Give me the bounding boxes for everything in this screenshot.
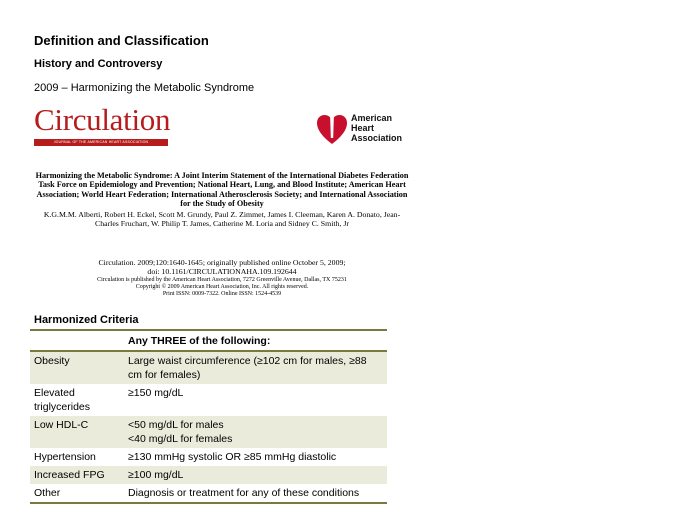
- criteria-table: [30, 329, 387, 504]
- citation-doi: doi: 10.1161/CIRCULATIONAHA.109.192644: [147, 267, 297, 277]
- table-header-row: [30, 330, 387, 351]
- criterion-name: Increased FPG: [30, 466, 124, 484]
- citation-publisher: Circulation is published by the American Heart Association, 7272 Greenville Avenue, Dallas, TX 75231: [97, 276, 347, 283]
- aha-wordmark: [351, 113, 402, 143]
- criterion-value: ≥130 mmHg systolic OR ≥85 mmHg diastolic: [128, 451, 337, 463]
- criterion-value: <50 mg/dL for males <40 mg/dL for females: [124, 416, 387, 448]
- subsection-title: History and Controversy: [34, 58, 163, 70]
- topic-title: 2009 – Harmonizing the Metabolic Syndrome: [34, 82, 255, 94]
- aha-line-3: Association: [351, 133, 403, 143]
- article-block: [34, 171, 410, 228]
- article-authors: K.G.M.M. Alberti, Robert H. Eckel, Scott M. Grundy, Paul Z. Zimmet, James I. Cleeman, Karen A. Donato, Jean-Charles Fruchart, W. Philip T. James, Catherine M. Loria and Sidney C. Smith, Jr: [43, 209, 401, 229]
- criterion-name: Low HDL-C: [30, 416, 124, 448]
- citation-block: [34, 258, 410, 298]
- journal-tagline: JOURNAL OF THE AMERICAN HEART ASSOCIATION: [34, 139, 168, 146]
- aha-line-1: American: [351, 113, 393, 123]
- criterion-value: ≥100 mg/dL: [124, 466, 387, 484]
- criterion-name: Obesity: [30, 351, 124, 384]
- journal-name: Circulation: [34, 102, 171, 137]
- table-row: [30, 384, 387, 416]
- table-row: [30, 466, 387, 484]
- table-row: [30, 351, 387, 384]
- criterion-value: Diagnosis or treatment for any of these conditions: [124, 484, 387, 503]
- citation-line: Circulation. 2009;120:1640-1645; originally published online October 5, 2009;: [98, 258, 346, 267]
- torch-heart-icon: [316, 110, 348, 146]
- criterion-name: Elevated triglycerides: [34, 387, 91, 413]
- criterion-value: ≥150 mg/dL: [128, 387, 184, 399]
- header-empty-cell: [30, 330, 124, 351]
- article-title: Harmonizing the Metabolic Syndrome: A Joint Interim Statement of the International Diabetes Federation Task Force on Epidemiology and Prevention; National Heart, Lung, and Blood Institute; American Heart Association; World Heart Federation; International Atherosclerosis Society; and International Association for the Study of Obesity: [35, 171, 409, 209]
- section-title: Definition and Classification: [34, 33, 209, 48]
- table-row: [30, 448, 387, 466]
- aha-line-2: Heart: [351, 123, 375, 133]
- criterion-value: Large waist circumference (≥102 cm for males, ≥88 cm for females): [124, 351, 387, 384]
- journal-logo: [34, 102, 171, 146]
- header-cell: Any THREE of the following:: [124, 330, 387, 351]
- table-row: [30, 484, 387, 503]
- criterion-name: Other: [30, 484, 124, 503]
- criterion-name: Hypertension: [34, 451, 96, 463]
- table-row: [30, 416, 387, 448]
- aha-logo: [316, 110, 402, 146]
- citation-copyright: Copyright © 2009 American Heart Association, Inc. All rights reserved.: [135, 283, 309, 290]
- criteria-title: Harmonized Criteria: [34, 314, 139, 326]
- citation-issn: Print ISSN: 0009-7322. Online ISSN: 1524-4539: [162, 290, 282, 297]
